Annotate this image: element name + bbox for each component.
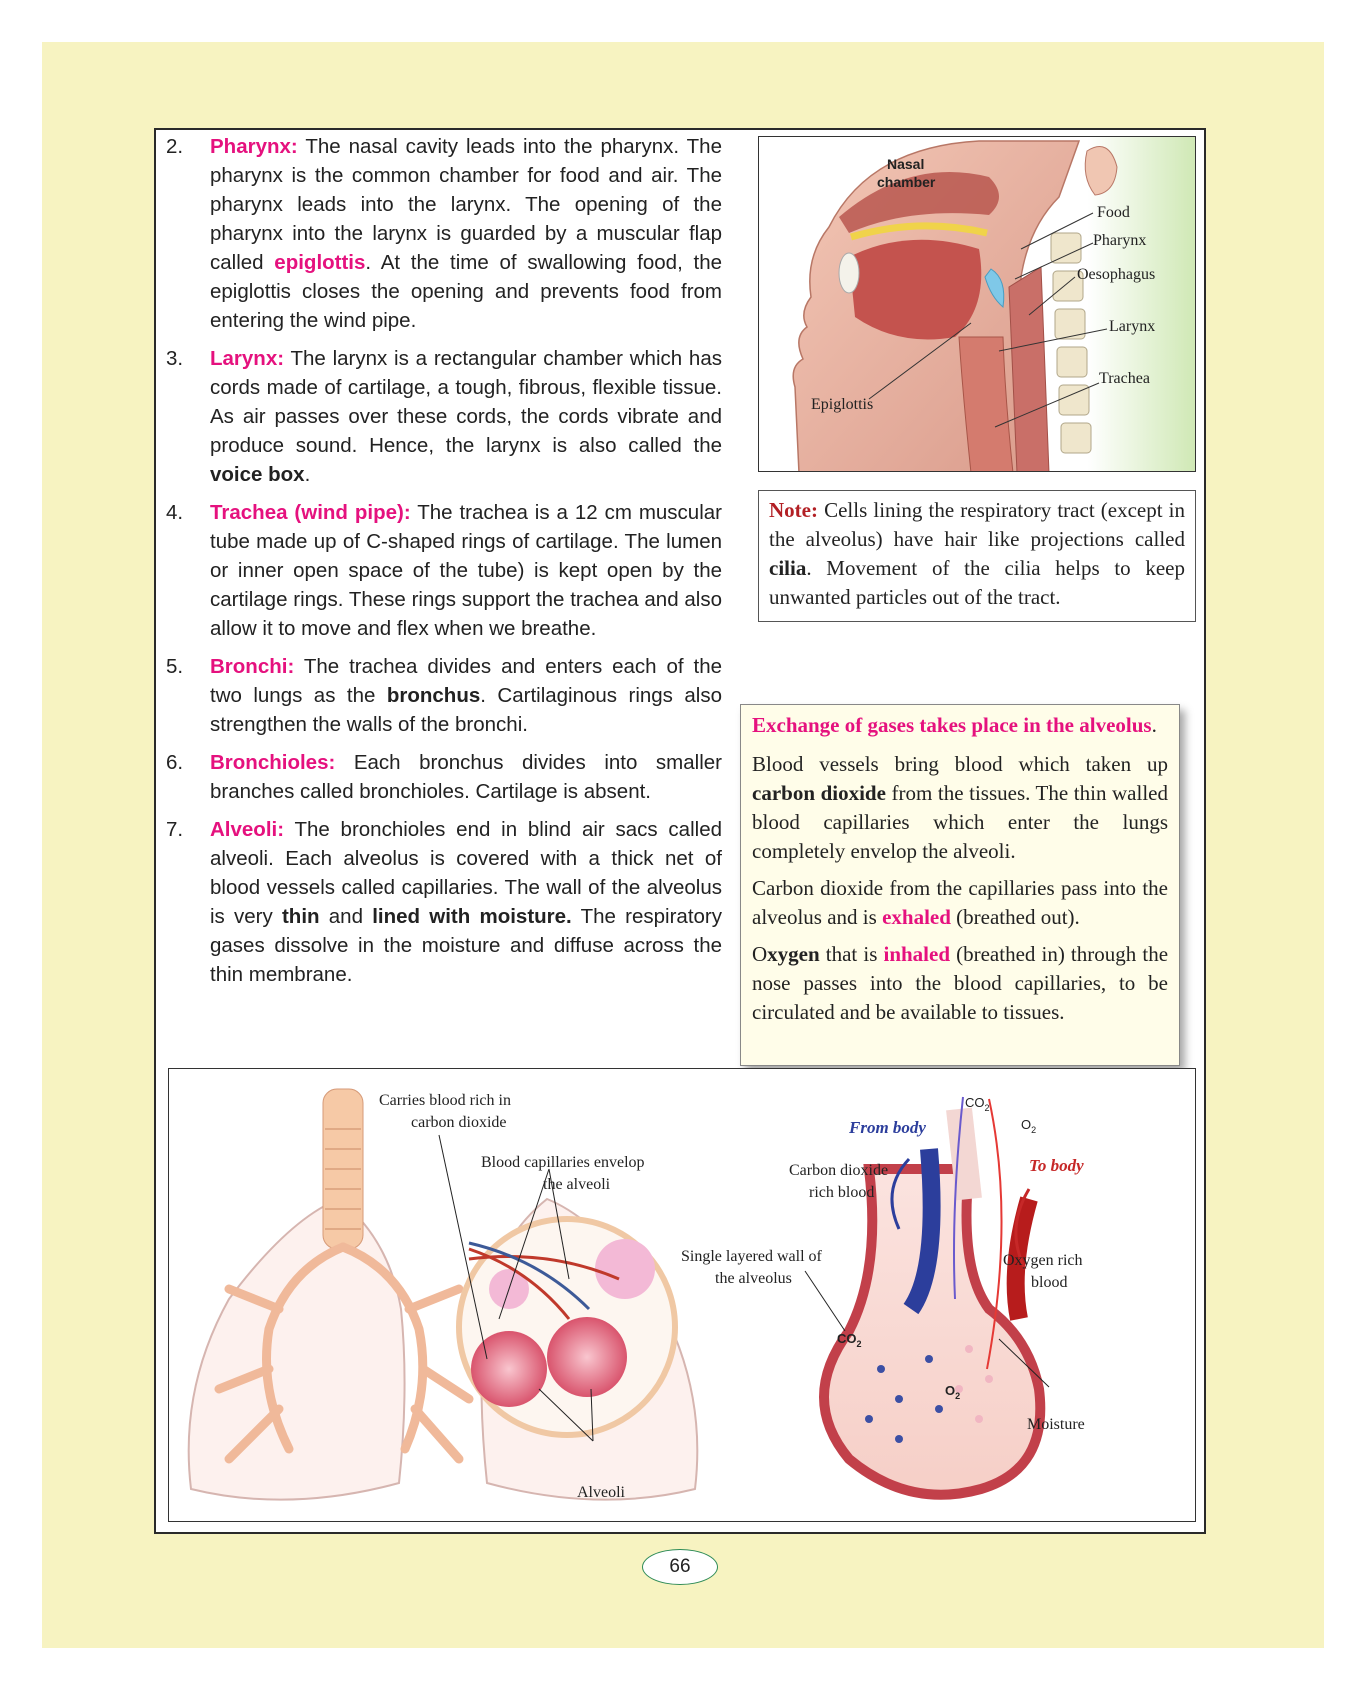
oxygen-term: xygen	[767, 942, 820, 966]
moisture-term: lined with moisture.	[372, 905, 572, 928]
point-text: Each bronchus divides into smaller branches called bronchioles. Cartilage is absent.	[210, 751, 722, 803]
point-text: . Cartilaginous rings also strengthen the walls of the bronchi.	[210, 684, 722, 736]
paragraph-text: that is	[819, 942, 884, 966]
thin-term: thin	[281, 905, 320, 928]
point-pharynx	[166, 132, 722, 335]
point-text: The bronchioles end in blind air sacs called alveoli. Each alveolus is covered with a thick net of blood vessels called capillaries. The wall of the alveolus is very	[210, 818, 722, 928]
point-body	[210, 652, 722, 739]
voice-box-term: voice box	[210, 463, 305, 486]
label-from-body: From body	[849, 1118, 926, 1137]
note-box	[758, 490, 1196, 622]
point-text: The trachea divides and enters each of the two lungs as the	[210, 655, 722, 707]
point-bronchioles	[166, 748, 722, 806]
gas-exchange-box	[740, 704, 1180, 1066]
paragraph-text: O	[752, 942, 768, 966]
label-oxygen-line1: Oxygen rich	[1003, 1252, 1083, 1269]
point-number: 6.	[166, 751, 184, 774]
note-text: Cells lining the respiratory tract (except in the alveolus) have hair like projections called	[769, 498, 1185, 551]
label-co2-top: $CO_2$	[965, 1095, 990, 1113]
label-to-body: To body	[1029, 1156, 1084, 1175]
paragraph-text: Blood vessels bring blood which taken up	[752, 752, 1168, 776]
point-body	[210, 344, 722, 489]
gas-exchange-paragraph-1	[752, 750, 1168, 866]
title-period: .	[1151, 713, 1157, 737]
paragraph-text: Carbon dioxide from the capillaries pass into the alveolus and is	[752, 876, 1168, 929]
point-bronchi	[166, 652, 722, 739]
point-heading: Alveoli:	[210, 818, 285, 841]
lungs-alveolus-illustration	[169, 1069, 1196, 1522]
label-larynx: Larynx	[1109, 318, 1156, 335]
lungs-alveolus-figure	[168, 1068, 1196, 1522]
note-heading: Note:	[769, 498, 818, 522]
paragraph-text: (breathed in) through the nose passes into the blood capillaries, to be circulated and be available to tissues.	[752, 942, 1169, 1024]
carbon-dioxide-term: carbon dioxide	[752, 781, 886, 805]
point-heading: Bronchi:	[210, 655, 295, 678]
exhaled-term: exhaled	[882, 905, 951, 929]
label-o2-inside: $O_2$	[945, 1383, 961, 1401]
label-moisture: Moisture	[1027, 1416, 1085, 1433]
point-number: 7.	[166, 818, 184, 841]
label-oesophagus: Oesophagus	[1077, 266, 1156, 283]
point-text: .	[304, 463, 311, 486]
label-carries-line2: carbon dioxide	[411, 1114, 507, 1131]
point-text: and	[319, 905, 373, 928]
point-number: 2.	[166, 135, 184, 158]
label-capillaries-line2: the alveoli	[543, 1176, 611, 1193]
throat-cross-section-figure	[758, 136, 1196, 472]
cilia-term: cilia	[769, 556, 807, 580]
label-single-line2: the alveolus	[715, 1270, 792, 1287]
gas-exchange-paragraph-2	[752, 874, 1168, 932]
label-chamber: chamber	[877, 174, 936, 190]
point-larynx	[166, 344, 722, 489]
tongue-shape	[849, 240, 981, 340]
label-o2-top: $O_2$	[1021, 1117, 1037, 1135]
label-cd-rich-line2: rich blood	[809, 1184, 875, 1201]
label-food: Food	[1097, 204, 1130, 221]
label-pharynx: Pharynx	[1093, 232, 1147, 249]
paragraph-text: from the tissues. The thin walled blood capillaries which enter the lungs completely envelop the alveoli.	[752, 781, 1168, 863]
point-text: . At the time of swallowing food, the epiglottis closes the opening and prevents food from entering the wind pipe.	[210, 251, 722, 332]
point-alveoli	[166, 815, 722, 989]
point-body	[210, 815, 722, 989]
point-body	[210, 498, 722, 643]
left-lung	[189, 1199, 405, 1500]
point-number: 3.	[166, 347, 184, 370]
point-heading: Pharynx:	[210, 135, 298, 158]
point-trachea	[166, 498, 722, 643]
point-body	[210, 132, 722, 335]
point-text: The larynx is a rectangular chamber which has cords made of cartilage, a tough, fibrous, flexible tissue. As air passes over these cords, the cords vibrate and produce sound. Hence, the larynx is also called the	[210, 347, 722, 457]
label-oxygen-line2: blood	[1031, 1274, 1068, 1291]
paragraph-text: (breathed out).	[950, 905, 1080, 929]
bronchus-term: bronchus	[386, 684, 481, 707]
gas-exchange-paragraph-3	[752, 940, 1168, 1027]
note-text: . Movement of the cilia helps to keep unwanted particles out of the tract.	[769, 556, 1185, 609]
epiglottis-term: epiglottis	[274, 251, 366, 274]
point-text: The nasal cavity leads into the pharynx. The pharynx is the common chamber for food and air. The pharynx leads into the larynx. The opening of the pharynx into the larynx is guarded by a muscular flap called	[210, 135, 722, 274]
label-carries-line1: Carries blood rich in	[379, 1092, 511, 1109]
gas-exchange-title	[752, 711, 1168, 740]
point-number: 5.	[166, 655, 184, 678]
point-heading: Trachea (wind pipe):	[210, 501, 411, 524]
label-alveoli: Alveoli	[577, 1484, 625, 1501]
point-heading: Larynx:	[210, 347, 285, 370]
label-single-line1: Single layered wall of	[681, 1248, 822, 1265]
label-co2-inside: $CO_2$	[837, 1331, 862, 1349]
label-cd-rich-line1: Carbon dioxide	[789, 1162, 889, 1179]
inhaled-term: inhaled	[883, 942, 951, 966]
label-nasal: Nasal	[887, 156, 925, 172]
point-text: The respiratory gases dissolve in the moisture and diffuse across the thin membrane.	[210, 905, 722, 986]
respiratory-parts-list	[166, 132, 722, 998]
point-text: The trachea is a 12 cm muscular tube made up of C-shaped rings of cartilage. The lumen or inner open space of the tube) is kept open by the cartilage rings. These rings support the trachea and also allow it to move and flex when we breathe.	[210, 501, 722, 640]
point-body	[210, 748, 722, 806]
point-heading: Bronchioles:	[210, 751, 336, 774]
throat-illustration	[759, 137, 1196, 472]
label-epiglottis: Epiglottis	[811, 396, 874, 413]
label-capillaries-line1: Blood capillaries envelop	[481, 1154, 645, 1171]
teeth-shape	[839, 253, 859, 293]
label-trachea: Trachea	[1099, 370, 1150, 387]
title-text: Exchange of gases takes place in the alveolus	[752, 713, 1152, 737]
page-number: 66	[642, 1549, 718, 1585]
point-number: 4.	[166, 501, 184, 524]
